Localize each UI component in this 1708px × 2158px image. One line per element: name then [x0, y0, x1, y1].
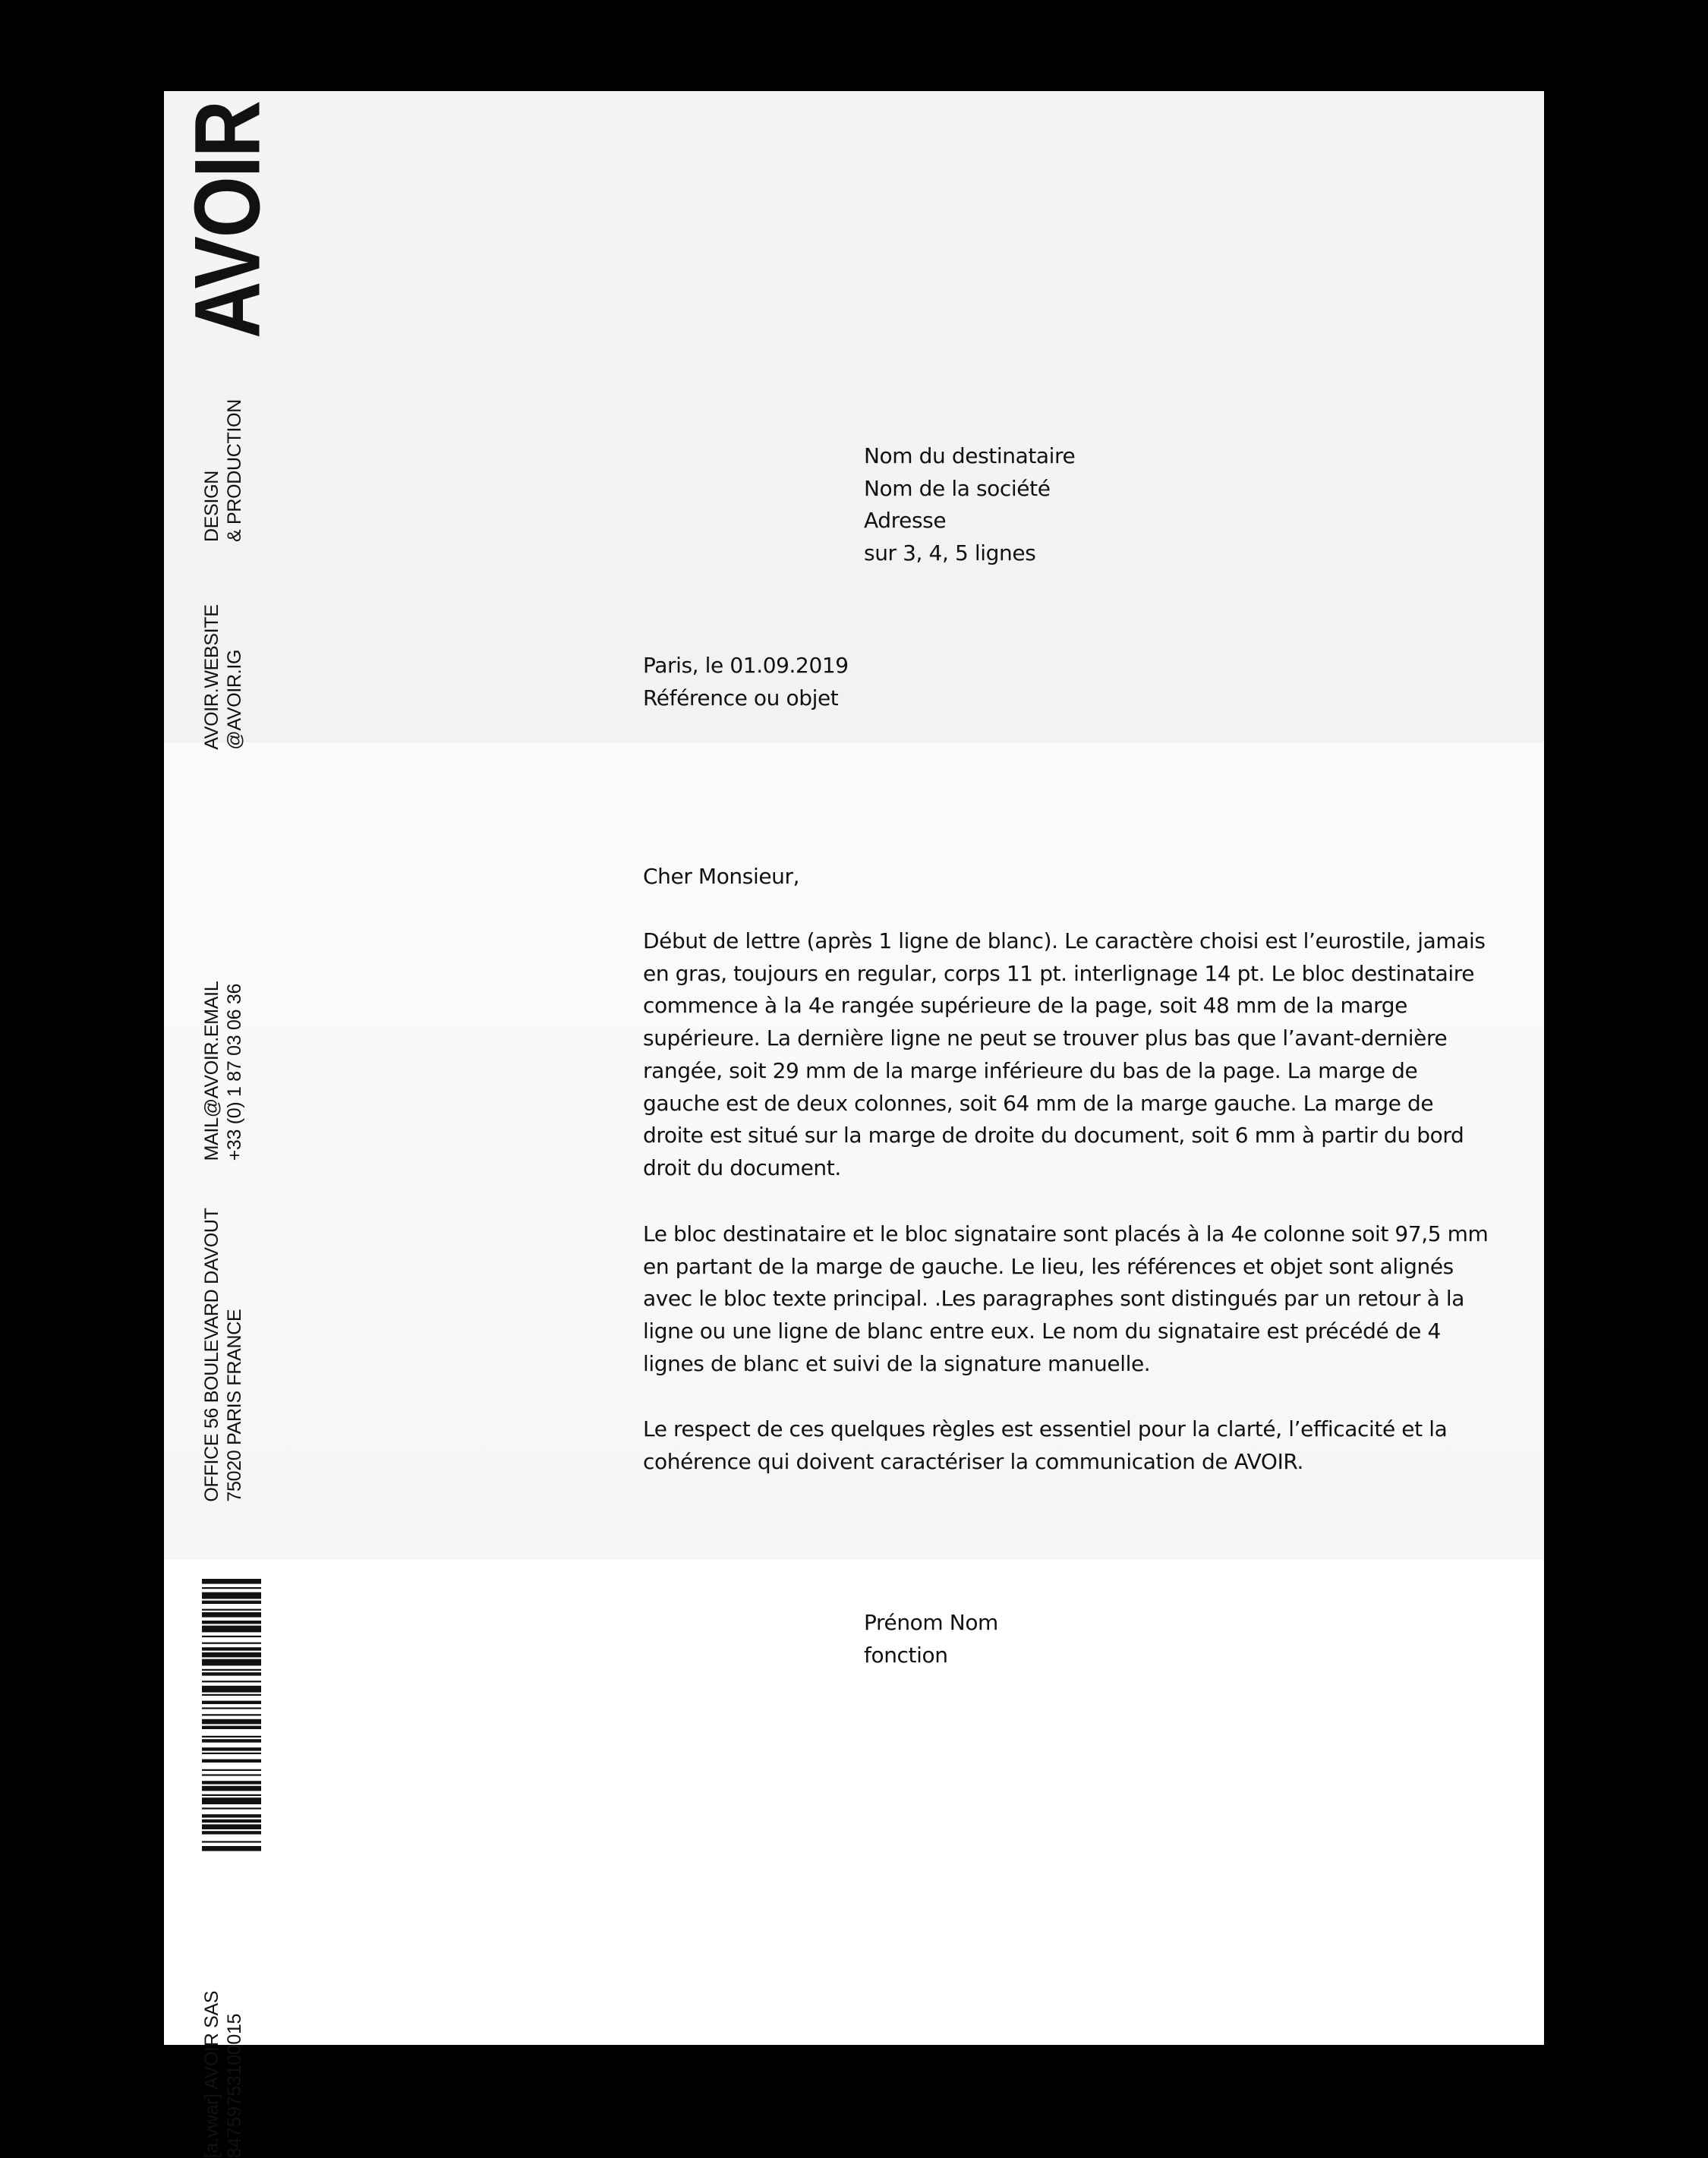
phone-text: +33 (0) 1 87 03 06 36 — [224, 983, 245, 1161]
paragraph-1-line: rangée, soit 29 mm de la marge inférieure du bas de la page. La marge de — [643, 1057, 1418, 1083]
paragraph-2 — [643, 1218, 1488, 1381]
company-registration: 84759753100015 — [224, 2013, 245, 2158]
recipient-block — [864, 440, 1075, 570]
paragraph-2-line: ligne ou une ligne de blanc entre eux. Le nom du signataire est précédé de 4 — [643, 1318, 1441, 1344]
paragraph-1-line: droit du document. — [643, 1155, 841, 1180]
paragraph-2-line: Le bloc destinataire et le bloc signataire sont placés à la 4e colonne soit 97,5 mm — [643, 1221, 1489, 1246]
paragraph-3-line: Le respect de ces quelques règles est essentiel pour la clarté, l’efficacité et la — [643, 1416, 1448, 1441]
paragraph-1-line: en gras, toujours en regular, corps 11 pt. interlignage 14 pt. Le bloc destinataire — [643, 960, 1475, 986]
paragraph-2-line: lignes de blanc et suivi de la signature manuelle. — [643, 1350, 1151, 1376]
tagline-line-1: DESIGN — [201, 470, 222, 543]
address-line-1: OFFICE 56 BOULEVARD DAVOUT — [201, 1208, 222, 1502]
barcode-icon — [202, 1579, 261, 1920]
address-line-2: 75020 PARIS FRANCE — [224, 1309, 245, 1502]
sidebar-company — [200, 1991, 246, 2158]
reference: Référence ou objet — [643, 685, 839, 710]
sidebar-address — [200, 1208, 246, 1501]
signatory-function: fonction — [864, 1642, 948, 1668]
recipient-name: Nom du destinataire — [864, 443, 1076, 468]
recipient-company: Nom de la société — [864, 475, 1051, 501]
paragraph-1-line: droite est situé sur la marge de droite du document, soit 6 mm à partir du bord — [643, 1123, 1464, 1148]
company-name: [a.vwar] AVOIR SAS — [201, 1990, 222, 2158]
recipient-address: Adresse — [864, 508, 947, 534]
website-text: AVOIR.WEBSITE — [201, 604, 222, 750]
place-date: Paris, le 01.09.2019 — [643, 653, 849, 678]
paragraph-3 — [643, 1413, 1447, 1478]
salutation: Cher Monsieur, — [643, 864, 800, 889]
signature-block — [864, 1607, 998, 1671]
place-date-block — [643, 650, 849, 714]
paragraph-1-line: gauche est de deux colonnes, soit 64 mm de la marge gauche. La marge de — [643, 1090, 1434, 1116]
tagline-line-2: & PRODUCTION — [224, 399, 245, 543]
recipient-address-note: sur 3, 4, 5 lignes — [864, 540, 1036, 566]
paragraph-1-line: commence à la 4e rangée supérieure de la page, soit 48 mm de la marge — [643, 993, 1407, 1019]
brand-logo: AVOIR — [175, 102, 280, 339]
instagram-handle: @AVOIR.IG — [224, 649, 245, 750]
sidebar-web — [200, 604, 246, 750]
sidebar-contact — [200, 981, 246, 1161]
paragraph-1-line: supérieure. La dernière ligne ne peut se trouver plus bas que l’avant-dernière — [643, 1025, 1448, 1051]
paragraph-1-line: Début de lettre (après 1 ligne de blanc). Le caractère choisi est l’eurostile, jamais — [643, 928, 1486, 953]
paragraph-1 — [643, 925, 1486, 1185]
paragraph-3-line: cohérence qui doivent caractériser la communication de AVOIR. — [643, 1448, 1303, 1474]
paragraph-2-line: avec le bloc texte principal. .Les paragraphes sont distingués par un retour à la — [643, 1286, 1464, 1312]
sidebar-tagline — [200, 399, 246, 542]
signatory-name: Prénom Nom — [864, 1610, 998, 1635]
email-text: MAIL@AVOIR.EMAIL — [201, 981, 222, 1161]
paper-shade-top — [164, 91, 1544, 742]
paragraph-2-line: en partant de la marge de gauche. Le lieu, les références et objet sont alignés — [643, 1253, 1454, 1279]
